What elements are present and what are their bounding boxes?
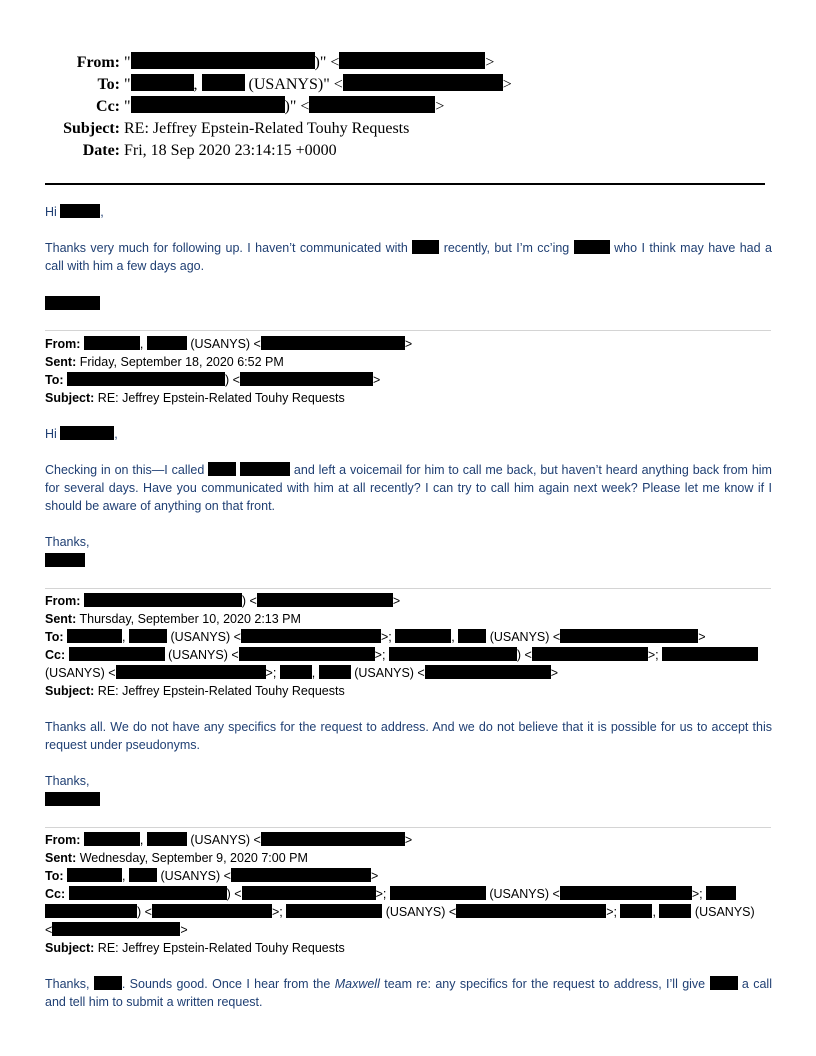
redaction	[152, 904, 272, 918]
redaction	[239, 647, 375, 661]
org: (USANYS) <	[160, 869, 231, 883]
redaction	[261, 832, 405, 846]
redaction	[45, 904, 137, 918]
sent-label: Sent:	[45, 851, 77, 865]
message-separator	[45, 827, 771, 828]
message-separator	[45, 588, 771, 589]
redaction	[390, 886, 486, 900]
redaction	[456, 904, 606, 918]
gt: >;	[375, 887, 387, 901]
redaction	[343, 74, 503, 91]
signature-redaction	[45, 296, 100, 310]
from-close: )" <	[314, 54, 340, 71]
redaction	[240, 372, 373, 386]
comma: ,	[139, 337, 144, 351]
redaction	[129, 629, 167, 643]
redaction	[60, 204, 100, 218]
message3-sent-row	[45, 610, 301, 628]
comma: ,	[311, 666, 316, 680]
message3-cc-row	[45, 646, 758, 664]
greeting-text: Hi	[45, 205, 57, 219]
redaction	[458, 629, 486, 643]
header-divider	[45, 183, 765, 185]
date-label: Date:	[82, 142, 120, 159]
lt: <	[45, 923, 53, 937]
redaction	[131, 52, 315, 69]
message2-greeting	[45, 425, 772, 443]
cc-label: Cc:	[96, 98, 120, 115]
from-label: From:	[45, 833, 81, 847]
header-date-row	[0, 140, 816, 162]
greeting-text: Hi	[45, 427, 57, 441]
comma: ,	[122, 630, 126, 644]
body-text: a call and tell him to submit a written request.	[45, 977, 772, 1009]
closing-text: Thanks,	[45, 535, 90, 549]
redaction	[532, 647, 648, 661]
gt: >	[550, 666, 559, 680]
message-separator	[45, 330, 771, 331]
redaction	[261, 336, 405, 350]
org: (USANYS) <	[170, 630, 241, 644]
from-value	[124, 52, 494, 74]
message4-sent-row	[45, 849, 308, 867]
comma: ,	[451, 630, 455, 644]
org: (USANYS) <	[489, 887, 560, 901]
redaction	[560, 629, 698, 643]
to-label: To:	[45, 869, 64, 883]
comma: ,	[139, 833, 144, 847]
redaction	[84, 593, 242, 607]
sent-value: Wednesday, September 9, 2020 7:00 PM	[79, 851, 308, 865]
redaction	[412, 240, 439, 254]
message2-to-row	[45, 371, 380, 389]
gt: >	[370, 869, 379, 883]
message2-closing	[45, 533, 772, 551]
body-text: Checking in on this—I called	[45, 463, 205, 477]
header-to-row	[0, 74, 816, 96]
redaction	[309, 96, 435, 113]
comma: ,	[122, 869, 126, 883]
body-text: Thanks,	[45, 977, 90, 991]
redaction	[52, 922, 180, 936]
redaction	[395, 629, 451, 643]
paren-lt: ) <	[137, 905, 152, 919]
to-label: To:	[45, 630, 64, 644]
redaction	[319, 665, 351, 679]
gt: >	[392, 594, 401, 608]
message3-closing	[45, 772, 772, 790]
gt: >;	[691, 887, 703, 901]
cc-end: >	[435, 98, 445, 115]
redaction	[286, 904, 382, 918]
redaction	[620, 904, 652, 918]
cc-close: )" <	[284, 98, 310, 115]
gt: >;	[271, 905, 283, 919]
message3-body	[45, 718, 772, 754]
sent-label: Sent:	[45, 612, 77, 626]
header-from-row	[0, 52, 816, 74]
message3-to-row	[45, 628, 706, 646]
message2-body	[45, 461, 772, 515]
redaction	[84, 336, 140, 350]
redaction	[257, 593, 393, 607]
message4-subject-row	[45, 939, 345, 957]
redaction	[240, 462, 290, 476]
org: (USANYS) <	[385, 905, 457, 919]
message3-cc-row-cont	[45, 664, 558, 682]
gt: >	[698, 630, 706, 644]
redaction	[280, 665, 312, 679]
comma: ,	[114, 427, 118, 441]
message1-greeting	[45, 203, 772, 221]
redaction	[129, 868, 157, 882]
redaction	[131, 74, 194, 91]
redaction	[147, 336, 187, 350]
header-subject-row	[0, 118, 816, 140]
redaction	[67, 868, 122, 882]
from-end: >	[485, 54, 495, 71]
subject-label: Subject:	[63, 120, 120, 137]
redaction	[60, 426, 114, 440]
redaction	[242, 886, 376, 900]
message4-from-row	[45, 831, 412, 849]
redaction	[662, 647, 758, 661]
gt: >;	[374, 648, 386, 662]
message4-cc-row-cont2	[45, 921, 188, 939]
subject-value: RE: Jeffrey Epstein-Related Touhy Requests	[97, 941, 345, 955]
org: (USANYS) <	[354, 666, 425, 680]
quote: "	[124, 98, 131, 115]
body-text: who I think may have had a call with him a few days ago.	[45, 241, 772, 273]
redaction	[706, 886, 736, 900]
message4-cc-row	[45, 885, 736, 903]
redaction	[147, 832, 187, 846]
gt: >	[404, 337, 413, 351]
org: (USANYS) <	[489, 630, 561, 644]
case-name: Maxwell	[334, 977, 380, 991]
from-label: From:	[76, 54, 120, 71]
redaction	[208, 462, 236, 476]
gt: >;	[265, 666, 277, 680]
message2-from-row	[45, 335, 412, 353]
redaction	[241, 629, 381, 643]
redaction	[659, 904, 691, 918]
org: (USANYS) <	[168, 648, 239, 662]
body-text: and left a voicemail for him to call me back, but haven’t heard anything back from him for several days. Have you communicated with him at all recently? I can try to call him again next week? Please let me know if I should be aware of anything on that front.	[45, 463, 772, 513]
quote: "	[124, 76, 131, 93]
redaction	[69, 886, 227, 900]
redaction	[231, 868, 371, 882]
redaction	[560, 886, 692, 900]
redaction	[202, 74, 245, 91]
gt: >;	[380, 630, 392, 644]
redaction	[710, 976, 738, 990]
message4-to-row	[45, 867, 378, 885]
message4-cc-row-cont	[45, 903, 755, 921]
message1-body	[45, 239, 772, 275]
body-text: . Sounds good. Once I hear from the	[121, 977, 331, 991]
message4-body	[45, 975, 772, 1011]
subject-label: Subject:	[45, 684, 95, 698]
gt: >;	[647, 648, 659, 662]
paren-lt: ) <	[226, 887, 242, 901]
cc-value	[124, 96, 444, 118]
subject-label: Subject:	[45, 391, 95, 405]
closing-text: Thanks,	[45, 774, 90, 788]
from-value: ) <	[241, 594, 257, 608]
comma: ,	[652, 905, 656, 919]
quote: "	[124, 54, 131, 71]
paren-lt: ) <	[516, 648, 532, 662]
message3-from-row	[45, 592, 400, 610]
signature-redaction	[45, 553, 85, 567]
body-text: recently, but I’m cc’ing	[443, 241, 570, 255]
message3-subject-row	[45, 682, 345, 700]
from-org: (USANYS) <	[190, 337, 261, 351]
redaction	[116, 665, 266, 679]
to-end: >	[502, 76, 512, 93]
from-label: From:	[45, 337, 81, 351]
subject-text: RE: Jeffrey Epstein-Related Touhy Requests	[124, 120, 410, 137]
to-label: To:	[45, 373, 64, 387]
subject-label: Subject:	[45, 941, 95, 955]
comma: ,	[100, 205, 104, 219]
subject-value: RE: Jeffrey Epstein-Related Touhy Requests	[97, 684, 345, 698]
redaction	[84, 832, 140, 846]
to-value: ) <	[225, 373, 240, 387]
message2-sent-row	[45, 353, 284, 371]
sent-value: Thursday, September 10, 2020 2:13 PM	[79, 612, 301, 626]
redaction	[67, 372, 225, 386]
org: (USANYS) <	[190, 833, 261, 847]
gt: >	[372, 373, 381, 387]
body-text: Thanks all. We do not have any specifics for the request to address. And we do not believe that it is possible for us to accept this request under pseudonyms.	[45, 720, 772, 752]
org: (USANYS) <	[45, 666, 116, 680]
signature-redaction	[45, 792, 100, 806]
body-text: team re: any specifics for the request to address, I’ll give	[384, 977, 706, 991]
date-text: Fri, 18 Sep 2020 23:14:15 +0000	[124, 142, 337, 159]
redaction	[69, 647, 165, 661]
redaction	[94, 976, 122, 990]
header-cc-row	[0, 96, 816, 118]
to-value	[124, 74, 512, 96]
redaction	[339, 52, 485, 69]
to-label: To:	[97, 76, 120, 93]
cc-label: Cc:	[45, 648, 66, 662]
org: (USANYS)	[694, 905, 755, 919]
gt: >	[404, 833, 413, 847]
gt: >;	[606, 905, 617, 919]
to-comma: ,	[193, 76, 198, 93]
redaction	[389, 647, 517, 661]
subject-value: RE: Jeffrey Epstein-Related Touhy Requests	[97, 391, 345, 405]
cc-label: Cc:	[45, 887, 66, 901]
redaction	[67, 629, 122, 643]
body-text: Thanks very much for following up. I haven’t communicated with	[45, 241, 408, 255]
from-label: From:	[45, 594, 81, 608]
message2-subject-row	[45, 389, 345, 407]
redaction	[425, 665, 551, 679]
sent-value: Friday, September 18, 2020 6:52 PM	[79, 355, 284, 369]
to-org: (USANYS)" <	[248, 76, 343, 93]
sent-label: Sent:	[45, 355, 77, 369]
redaction	[131, 96, 285, 113]
gt: >	[180, 923, 188, 937]
redaction	[574, 240, 610, 254]
